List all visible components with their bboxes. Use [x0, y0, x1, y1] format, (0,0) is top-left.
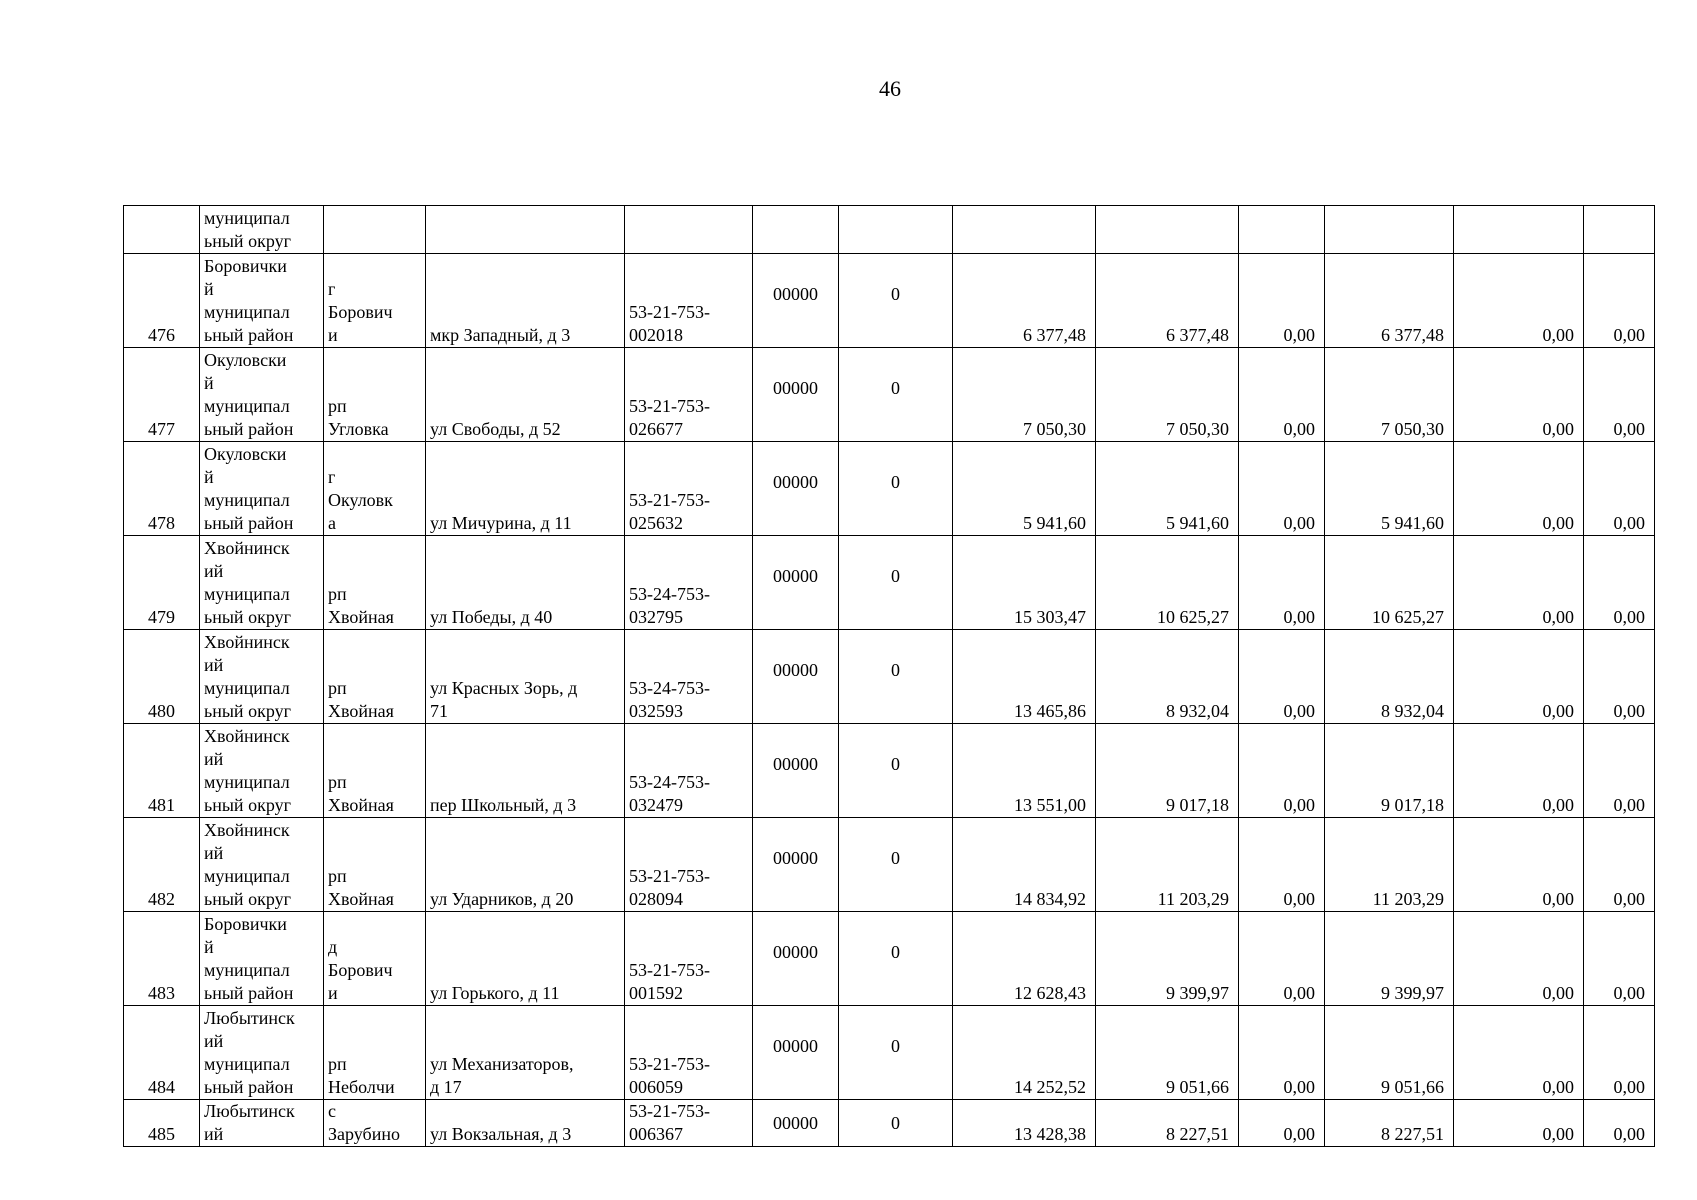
value-cell: 8 932,04 — [1325, 630, 1454, 724]
value-cell: 9 017,18 — [1325, 724, 1454, 818]
address-cell: ул Победы, д 40 — [426, 536, 625, 630]
value-cell: 0,00 — [1239, 442, 1325, 536]
value-cell: 0,00 — [1239, 630, 1325, 724]
address-cell: пер Школьный, д 3 — [426, 724, 625, 818]
value-cell: 5 941,60 — [1096, 442, 1239, 536]
settlement-cell: рп Неболчи — [324, 1006, 426, 1100]
code2-cell: 0 — [839, 536, 953, 630]
address-cell: ул Ударников, д 20 — [426, 818, 625, 912]
table-row — [124, 348, 1655, 442]
code1-cell: 00000 — [753, 1006, 839, 1100]
value-cell: 6 377,48 — [1096, 254, 1239, 348]
address-cell: ул Мичурина, д 11 — [426, 442, 625, 536]
value-cell: 7 050,30 — [1096, 348, 1239, 442]
value-cell: 10 625,27 — [1096, 536, 1239, 630]
value-cell: 0,00 — [1239, 254, 1325, 348]
okato-cell: 53-24-753- 032795 — [625, 536, 753, 630]
total-cost-cell: 12 628,43 — [953, 912, 1096, 1006]
value-cell: 0,00 — [1454, 724, 1584, 818]
district-cell: Хвойнинск ий муниципал ьный округ — [200, 724, 324, 818]
value-cell: 0,00 — [1584, 254, 1655, 348]
code2-cell: 0 — [839, 254, 953, 348]
num-cell: 485 — [124, 1100, 200, 1147]
total-cost-cell: 6 377,48 — [953, 254, 1096, 348]
value-cell: 0,00 — [1239, 912, 1325, 1006]
value-cell: 0,00 — [1454, 630, 1584, 724]
num-cell: 477 — [124, 348, 200, 442]
settlement-cell: д Борович и — [324, 912, 426, 1006]
settlement-cell: с Зарубино — [324, 1100, 426, 1147]
okato-cell: 53-21-753- 006059 — [625, 1006, 753, 1100]
num-cell: 484 — [124, 1006, 200, 1100]
total-cost-cell: 5 941,60 — [953, 442, 1096, 536]
num-cell: 482 — [124, 818, 200, 912]
code2-cell: 0 — [839, 818, 953, 912]
address-cell: ул Горького, д 11 — [426, 912, 625, 1006]
value-cell: 0,00 — [1454, 912, 1584, 1006]
value-cell: 0,00 — [1454, 442, 1584, 536]
table-row-continuation — [124, 206, 1655, 254]
district-cell: Хвойнинск ий муниципал ьный округ — [200, 818, 324, 912]
value-cell: 0,00 — [1454, 1006, 1584, 1100]
num-cell: 478 — [124, 442, 200, 536]
num-cell: 480 — [124, 630, 200, 724]
value-cell — [1454, 206, 1584, 254]
total-cost-cell: 14 252,52 — [953, 1006, 1096, 1100]
total-cost-cell: 13 428,38 — [953, 1100, 1096, 1147]
num-cell: 479 — [124, 536, 200, 630]
value-cell: 7 050,30 — [1325, 348, 1454, 442]
value-cell: 0,00 — [1454, 536, 1584, 630]
value-cell: 0,00 — [1584, 442, 1655, 536]
value-cell: 0,00 — [1584, 1006, 1655, 1100]
value-cell: 5 941,60 — [1325, 442, 1454, 536]
settlement-cell: г Борович и — [324, 254, 426, 348]
value-cell: 9 399,97 — [1325, 912, 1454, 1006]
address-cell: ул Красных Зорь, д 71 — [426, 630, 625, 724]
settlement-cell — [324, 206, 426, 254]
table-row — [124, 912, 1655, 1006]
value-cell: 11 203,29 — [1096, 818, 1239, 912]
total-cost-cell: 13 551,00 — [953, 724, 1096, 818]
okato-cell: 53-21-753- 026677 — [625, 348, 753, 442]
okato-cell: 53-21-753- 025632 — [625, 442, 753, 536]
okato-cell: 53-24-753- 032479 — [625, 724, 753, 818]
code2-cell — [839, 206, 953, 254]
code1-cell: 00000 — [753, 818, 839, 912]
code2-cell: 0 — [839, 912, 953, 1006]
code2-cell: 0 — [839, 1006, 953, 1100]
okato-cell: 53-21-753- 002018 — [625, 254, 753, 348]
okato-cell: 53-21-753- 028094 — [625, 818, 753, 912]
settlement-cell: г Окуловк а — [324, 442, 426, 536]
num-cell: 476 — [124, 254, 200, 348]
settlement-cell: рп Хвойная — [324, 536, 426, 630]
value-cell: 10 625,27 — [1325, 536, 1454, 630]
settlement-cell: рп Хвойная — [324, 630, 426, 724]
value-cell: 6 377,48 — [1325, 254, 1454, 348]
num-cell — [124, 206, 200, 254]
value-cell: 0,00 — [1239, 1100, 1325, 1147]
table-row — [124, 724, 1655, 818]
code1-cell: 00000 — [753, 724, 839, 818]
num-cell: 483 — [124, 912, 200, 1006]
okato-cell — [625, 206, 753, 254]
value-cell: 9 051,66 — [1325, 1006, 1454, 1100]
code2-cell: 0 — [839, 724, 953, 818]
address-cell: ул Вокзальная, д 3 — [426, 1100, 625, 1147]
value-cell: 0,00 — [1239, 818, 1325, 912]
value-cell: 8 227,51 — [1325, 1100, 1454, 1147]
value-cell: 8 932,04 — [1096, 630, 1239, 724]
value-cell: 0,00 — [1239, 1006, 1325, 1100]
okato-cell: 53-24-753- 032593 — [625, 630, 753, 724]
value-cell: 0,00 — [1454, 348, 1584, 442]
settlement-cell: рп Хвойная — [324, 724, 426, 818]
address-cell: мкр Западный, д 3 — [426, 254, 625, 348]
district-cell: Любытинск ий — [200, 1100, 324, 1147]
value-cell: 0,00 — [1584, 724, 1655, 818]
value-cell: 9 051,66 — [1096, 1006, 1239, 1100]
code1-cell: 00000 — [753, 254, 839, 348]
district-cell: Боровички й муниципал ьный район — [200, 912, 324, 1006]
table-row — [124, 1100, 1655, 1147]
value-cell: 9 399,97 — [1096, 912, 1239, 1006]
address-cell: ул Механизаторов, д 17 — [426, 1006, 625, 1100]
table-row — [124, 818, 1655, 912]
value-cell: 0,00 — [1239, 348, 1325, 442]
value-cell: 0,00 — [1584, 818, 1655, 912]
code2-cell: 0 — [839, 442, 953, 536]
district-cell: муниципал ьный округ — [200, 206, 324, 254]
code1-cell: 00000 — [753, 1100, 839, 1147]
value-cell: 0,00 — [1454, 254, 1584, 348]
value-cell: 0,00 — [1239, 724, 1325, 818]
code1-cell: 00000 — [753, 630, 839, 724]
value-cell — [1239, 206, 1325, 254]
table-row — [124, 536, 1655, 630]
total-cost-cell: 14 834,92 — [953, 818, 1096, 912]
table-row — [124, 1006, 1655, 1100]
address-cell — [426, 206, 625, 254]
value-cell: 11 203,29 — [1325, 818, 1454, 912]
value-cell: 0,00 — [1584, 912, 1655, 1006]
value-cell: 0,00 — [1584, 348, 1655, 442]
settlement-cell: рп Хвойная — [324, 818, 426, 912]
code2-cell: 0 — [839, 348, 953, 442]
code1-cell: 00000 — [753, 536, 839, 630]
table-body — [124, 206, 1655, 1147]
total-cost-cell: 15 303,47 — [953, 536, 1096, 630]
registry-table — [123, 205, 1655, 1147]
value-cell — [953, 206, 1096, 254]
total-cost-cell: 13 465,86 — [953, 630, 1096, 724]
value-cell — [1096, 206, 1239, 254]
okato-cell: 53-21-753- 001592 — [625, 912, 753, 1006]
code1-cell: 00000 — [753, 442, 839, 536]
district-cell: Хвойнинск ий муниципал ьный округ — [200, 630, 324, 724]
code2-cell: 0 — [839, 630, 953, 724]
total-cost-cell: 7 050,30 — [953, 348, 1096, 442]
num-cell: 481 — [124, 724, 200, 818]
page-number: 46 — [879, 76, 901, 101]
value-cell: 0,00 — [1584, 630, 1655, 724]
value-cell: 9 017,18 — [1096, 724, 1239, 818]
value-cell: 0,00 — [1454, 1100, 1584, 1147]
district-cell: Боровички й муниципал ьный район — [200, 254, 324, 348]
settlement-cell: рп Угловка — [324, 348, 426, 442]
address-cell: ул Свободы, д 52 — [426, 348, 625, 442]
value-cell — [1325, 206, 1454, 254]
value-cell — [1584, 206, 1655, 254]
value-cell: 8 227,51 — [1096, 1100, 1239, 1147]
table-row — [124, 254, 1655, 348]
code1-cell: 00000 — [753, 912, 839, 1006]
table-row — [124, 630, 1655, 724]
value-cell: 0,00 — [1584, 1100, 1655, 1147]
value-cell: 0,00 — [1584, 536, 1655, 630]
code1-cell — [753, 206, 839, 254]
district-cell: Окуловски й муниципал ьный район — [200, 348, 324, 442]
table-row — [124, 442, 1655, 536]
code1-cell: 00000 — [753, 348, 839, 442]
district-cell: Окуловски й муниципал ьный район — [200, 442, 324, 536]
value-cell: 0,00 — [1454, 818, 1584, 912]
district-cell: Хвойнинск ий муниципал ьный округ — [200, 536, 324, 630]
okato-cell: 53-21-753- 006367 — [625, 1100, 753, 1147]
district-cell: Любытинск ий муниципал ьный район — [200, 1006, 324, 1100]
code2-cell: 0 — [839, 1100, 953, 1147]
value-cell: 0,00 — [1239, 536, 1325, 630]
